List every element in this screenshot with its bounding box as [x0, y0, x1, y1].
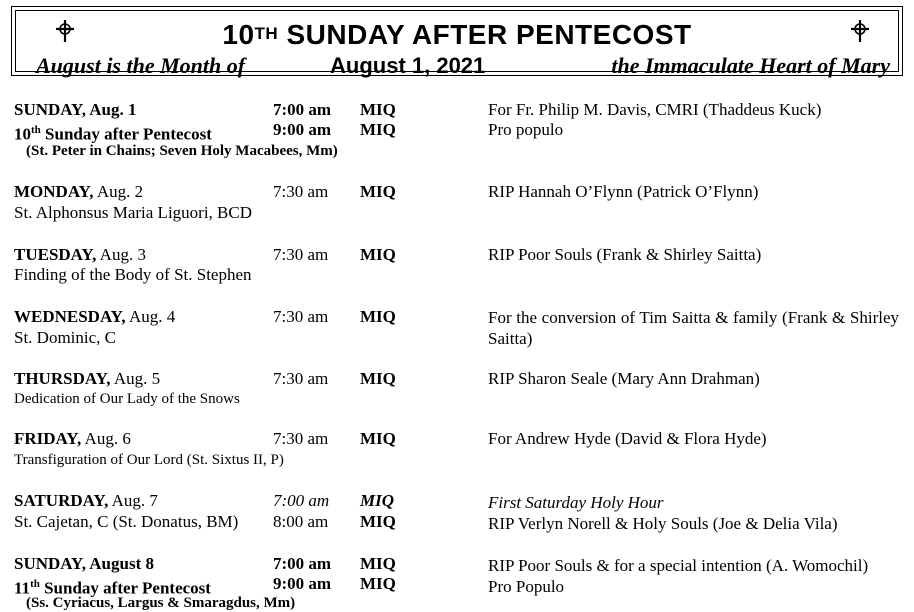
month-dedication-left: August is the Month of: [36, 53, 246, 78]
mass-intention: RIP Sharon Seale (Mary Ann Drahman): [488, 369, 760, 388]
mass-location: MIQ: [360, 307, 396, 326]
mass-time: 9:00 am: [273, 120, 332, 139]
mass-time: 7:30 am: [273, 182, 329, 201]
feast-label: St. Cajetan, C (St. Donatus, BM): [14, 512, 239, 531]
mass-location: MIQ: [360, 100, 396, 119]
mass-intention: First Saturday Holy Hour: [488, 493, 664, 512]
day-label: SATURDAY, Aug. 7: [14, 491, 158, 510]
mass-location: MIQ: [360, 120, 396, 139]
mass-time: 7:30 am: [273, 429, 329, 448]
mass-intention: RIP Hannah O’Flynn (Patrick O’Flynn): [488, 182, 759, 201]
mass-location: MIQ: [360, 491, 395, 510]
mass-time: 7:30 am: [273, 245, 329, 264]
feast-label: 11th Sunday after Pentecost: [14, 578, 211, 598]
mass-location: MIQ: [360, 512, 396, 531]
feast-label: St. Dominic, C: [14, 328, 117, 347]
mass-time: 7:00 am: [273, 491, 330, 510]
day-label: WEDNESDAY, Aug. 4: [14, 307, 176, 326]
mass-intention: For the conversion of Tim Saitta & family (Frank & Shirley Saitta): [488, 308, 899, 348]
mass-location: MIQ: [360, 369, 396, 388]
mass-time: 8:00 am: [273, 512, 329, 531]
mass-intention: RIP Verlyn Norell & Holy Souls (Joe & Delia Vila): [488, 514, 838, 533]
feast-label: Dedication of Our Lady of the Snows: [14, 391, 240, 407]
mass-location: MIQ: [360, 574, 396, 593]
feast-label: Finding of the Body of St. Stephen: [14, 265, 252, 284]
mass-time: 7:00 am: [273, 100, 332, 119]
mass-intention: Pro populo: [488, 120, 564, 139]
mass-time: 7:30 am: [273, 369, 329, 388]
day-label: FRIDAY, Aug. 6: [14, 429, 131, 448]
bulletin-date: August 1, 2021: [330, 53, 486, 78]
day-label: MONDAY, Aug. 2: [14, 182, 144, 201]
commemoration-note: (St. Peter in Chains; Seven Holy Macabees, Mm): [26, 143, 338, 159]
bulletin-header: [11, 6, 903, 76]
mass-location: MIQ: [360, 245, 396, 264]
feast-label: Transfiguration of Our Lord (St. Sixtus II, P): [14, 452, 284, 468]
day-label: THURSDAY, Aug. 5: [14, 369, 161, 388]
header-inner-border: [15, 10, 899, 78]
mass-location: MIQ: [360, 554, 396, 573]
mass-intention: For Andrew Hyde (David & Flora Hyde): [488, 429, 767, 448]
feast-label: St. Alphonsus Maria Liguori, BCD: [14, 203, 253, 222]
mass-time: 7:30 am: [273, 307, 329, 326]
mass-time: 9:00 am: [273, 574, 332, 593]
day-label: SUNDAY, August 8: [14, 554, 154, 573]
mass-intention: RIP Poor Souls (Frank & Shirley Saitta): [488, 245, 762, 264]
day-label: SUNDAY, Aug. 1: [14, 100, 137, 119]
mass-intention: RIP Poor Souls & for a special intention (A. Womochil): [488, 556, 869, 575]
commemoration-note: (Ss. Cyriacus, Largus & Smaragdus, Mm): [26, 595, 296, 611]
feast-label: 10th Sunday after Pentecost: [14, 124, 212, 144]
page-title: 10TH SUNDAY AFTER PENTECOST: [222, 19, 692, 50]
mass-location: MIQ: [360, 429, 396, 448]
mass-intention: Pro Populo: [488, 577, 565, 596]
mass-time: 7:00 am: [273, 554, 332, 573]
day-label: TUESDAY, Aug. 3: [14, 245, 146, 264]
mass-intention: For Fr. Philip M. Davis, CMRI (Thaddeus Kuck): [488, 100, 822, 119]
month-dedication-right: the Immaculate Heart of Mary: [611, 53, 890, 78]
mass-location: MIQ: [360, 182, 396, 201]
